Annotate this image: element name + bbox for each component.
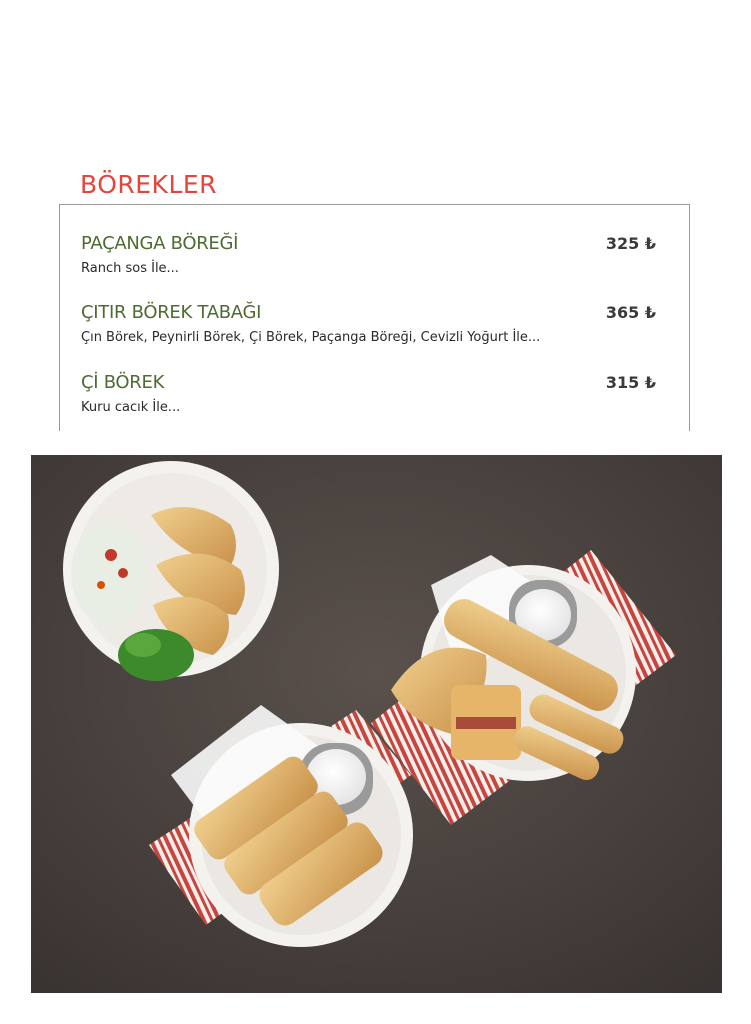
menu-list (59, 204, 690, 431)
section-title: BÖREKLER (80, 170, 218, 199)
item-description: Kuru cacık İle... (81, 400, 181, 415)
item-price: 315 ₺ (605, 373, 656, 392)
item-description: Ranch sos İle... (81, 261, 179, 276)
item-name: ÇITIR BÖREK TABAĞI (81, 302, 262, 323)
item-name: Çİ BÖREK (81, 372, 165, 393)
item-name: PAÇANGA BÖREĞİ (81, 233, 239, 254)
item-price: 365 ₺ (605, 303, 656, 322)
item-description: Çın Börek, Peynirli Börek, Çi Börek, Paçanga Böreği, Cevizli Yoğurt İle... (81, 330, 541, 345)
item-price: 325 ₺ (605, 234, 656, 253)
food-photo (31, 455, 722, 993)
